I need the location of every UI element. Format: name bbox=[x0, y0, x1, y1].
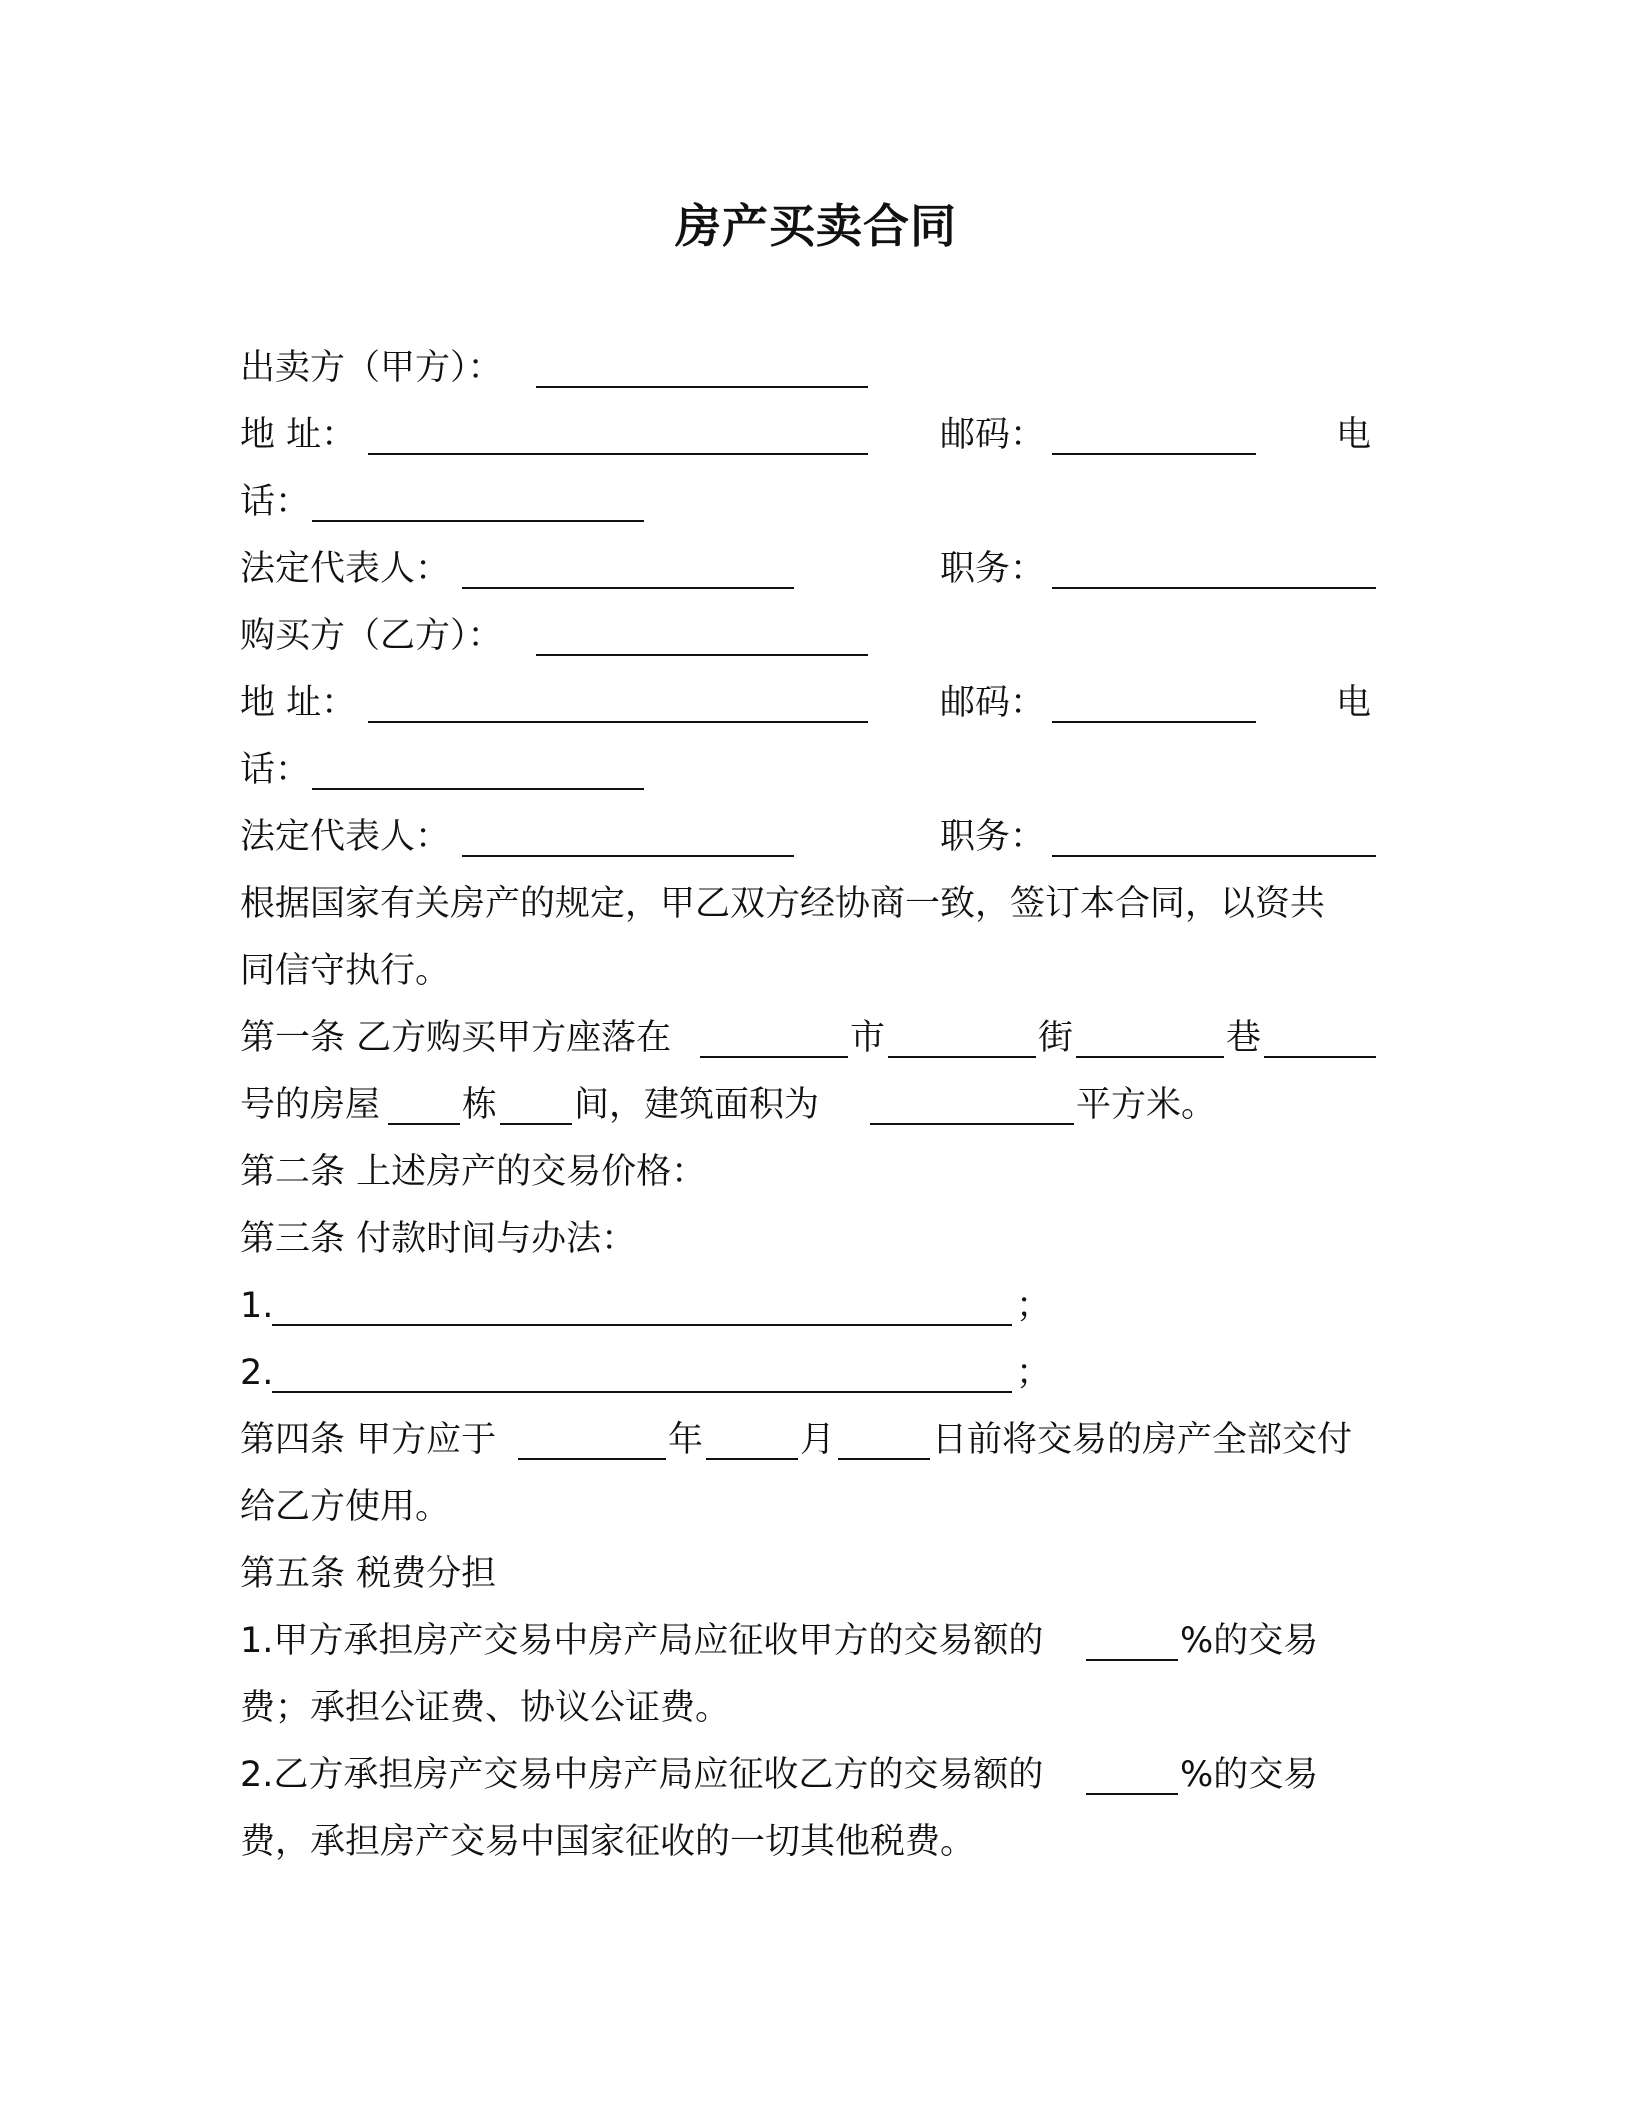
seller-phone-field[interactable] bbox=[312, 520, 644, 522]
article3-item2-number: 2. bbox=[240, 1353, 274, 1393]
article1-building-field[interactable] bbox=[388, 1123, 460, 1125]
buyer-rep-field[interactable] bbox=[462, 855, 794, 857]
preamble-text-2: 同信守执行。 bbox=[240, 951, 451, 991]
seller-position-label: 职务： bbox=[940, 549, 1046, 589]
seller-address-label: 地 址： bbox=[240, 415, 357, 455]
article1-area-field[interactable] bbox=[870, 1123, 1074, 1125]
buyer-party-label: 购买方（乙方）： bbox=[240, 616, 503, 656]
article2-text: 第二条 上述房产的交易价格： bbox=[240, 1152, 707, 1192]
article4-line2-text: 给乙方使用。 bbox=[240, 1487, 451, 1527]
article4-suffix: 日前将交易的房产全部交付 bbox=[932, 1420, 1353, 1460]
buyer-position-label: 职务： bbox=[940, 817, 1046, 857]
article3-item1-field[interactable] bbox=[272, 1324, 1012, 1326]
article1-street-label: 街 bbox=[1038, 1018, 1074, 1058]
buyer-name-field[interactable] bbox=[536, 654, 868, 656]
article3-item2-semicolon: ； bbox=[1016, 1353, 1052, 1393]
buyer-zip-label: 邮码： bbox=[940, 683, 1046, 723]
buyer-phone-field[interactable] bbox=[312, 788, 644, 790]
article1-house-label: 号的房屋 bbox=[240, 1085, 381, 1125]
article4-month-label: 月 bbox=[800, 1420, 836, 1460]
article5-item1-prefix: 1.甲方承担房产交易中房产局应征收甲方的交易额的 bbox=[240, 1621, 1044, 1661]
article4-year-label: 年 bbox=[668, 1420, 704, 1460]
article5-heading: 第五条 税费分担 bbox=[240, 1554, 497, 1594]
article5-item1-suffix: %的交易 bbox=[1180, 1621, 1319, 1661]
article4-prefix: 第四条 甲方应于 bbox=[240, 1420, 497, 1460]
article5-item1-line2-text: 费；承担公证费、协议公证费。 bbox=[240, 1688, 731, 1728]
article1-city-field[interactable] bbox=[700, 1056, 848, 1058]
article1-lane-field[interactable] bbox=[1076, 1056, 1224, 1058]
seller-zip-field[interactable] bbox=[1052, 453, 1256, 455]
article4-month-field[interactable] bbox=[706, 1458, 798, 1460]
buyer-phone-label-a: 电 bbox=[1336, 683, 1372, 723]
article1-street-field[interactable] bbox=[888, 1056, 1036, 1058]
article5-item2-line2-text: 费，承担房产交易中国家征收的一切其他税费。 bbox=[240, 1822, 976, 1862]
seller-party-label: 出卖方（甲方）： bbox=[240, 348, 503, 388]
article5-item2-suffix: %的交易 bbox=[1180, 1755, 1319, 1795]
article4-day-field[interactable] bbox=[838, 1458, 930, 1460]
article1-prefix: 第一条 乙方购买甲方座落在 bbox=[240, 1018, 672, 1058]
article5-item2-prefix: 2.乙方承担房产交易中房产局应征收乙方的交易额的 bbox=[240, 1755, 1044, 1795]
article5-item2-percent-field[interactable] bbox=[1086, 1793, 1178, 1795]
buyer-address-field[interactable] bbox=[368, 721, 868, 723]
buyer-zip-field[interactable] bbox=[1052, 721, 1256, 723]
buyer-position-field[interactable] bbox=[1052, 855, 1376, 857]
buyer-phone-label-b: 话： bbox=[240, 750, 311, 790]
article3-item1-number: 1. bbox=[240, 1286, 274, 1326]
seller-phone-label-b: 话： bbox=[240, 482, 311, 522]
article5-item1-percent-field[interactable] bbox=[1086, 1659, 1178, 1661]
seller-phone-label-a: 电 bbox=[1336, 415, 1372, 455]
article1-lane-label: 巷 bbox=[1226, 1018, 1262, 1058]
buyer-rep-label: 法定代表人： bbox=[240, 817, 451, 857]
buyer-address-label: 地 址： bbox=[240, 683, 357, 723]
article3-item1-semicolon: ； bbox=[1016, 1286, 1052, 1326]
page-title: 房产买卖合同 bbox=[675, 199, 957, 253]
article1-room-field[interactable] bbox=[500, 1123, 572, 1125]
article3-text: 第三条 付款时间与办法： bbox=[240, 1219, 637, 1259]
seller-rep-label: 法定代表人： bbox=[240, 549, 451, 589]
seller-position-field[interactable] bbox=[1052, 587, 1376, 589]
article1-unit-label: 平方米。 bbox=[1076, 1085, 1217, 1125]
article1-room-label: 间，建筑面积为 bbox=[574, 1085, 820, 1125]
article1-building-label: 栋 bbox=[462, 1085, 498, 1125]
article4-year-field[interactable] bbox=[518, 1458, 666, 1460]
seller-address-field[interactable] bbox=[368, 453, 868, 455]
seller-name-field[interactable] bbox=[536, 386, 868, 388]
article1-house-number-field[interactable] bbox=[1264, 1056, 1376, 1058]
preamble-text-1: 根据国家有关房产的规定，甲乙双方经协商一致，签订本合同，以资共 bbox=[240, 884, 1326, 924]
seller-rep-field[interactable] bbox=[462, 587, 794, 589]
article3-item2-field[interactable] bbox=[272, 1391, 1012, 1393]
article1-city-label: 市 bbox=[850, 1018, 886, 1058]
seller-zip-label: 邮码： bbox=[940, 415, 1046, 455]
